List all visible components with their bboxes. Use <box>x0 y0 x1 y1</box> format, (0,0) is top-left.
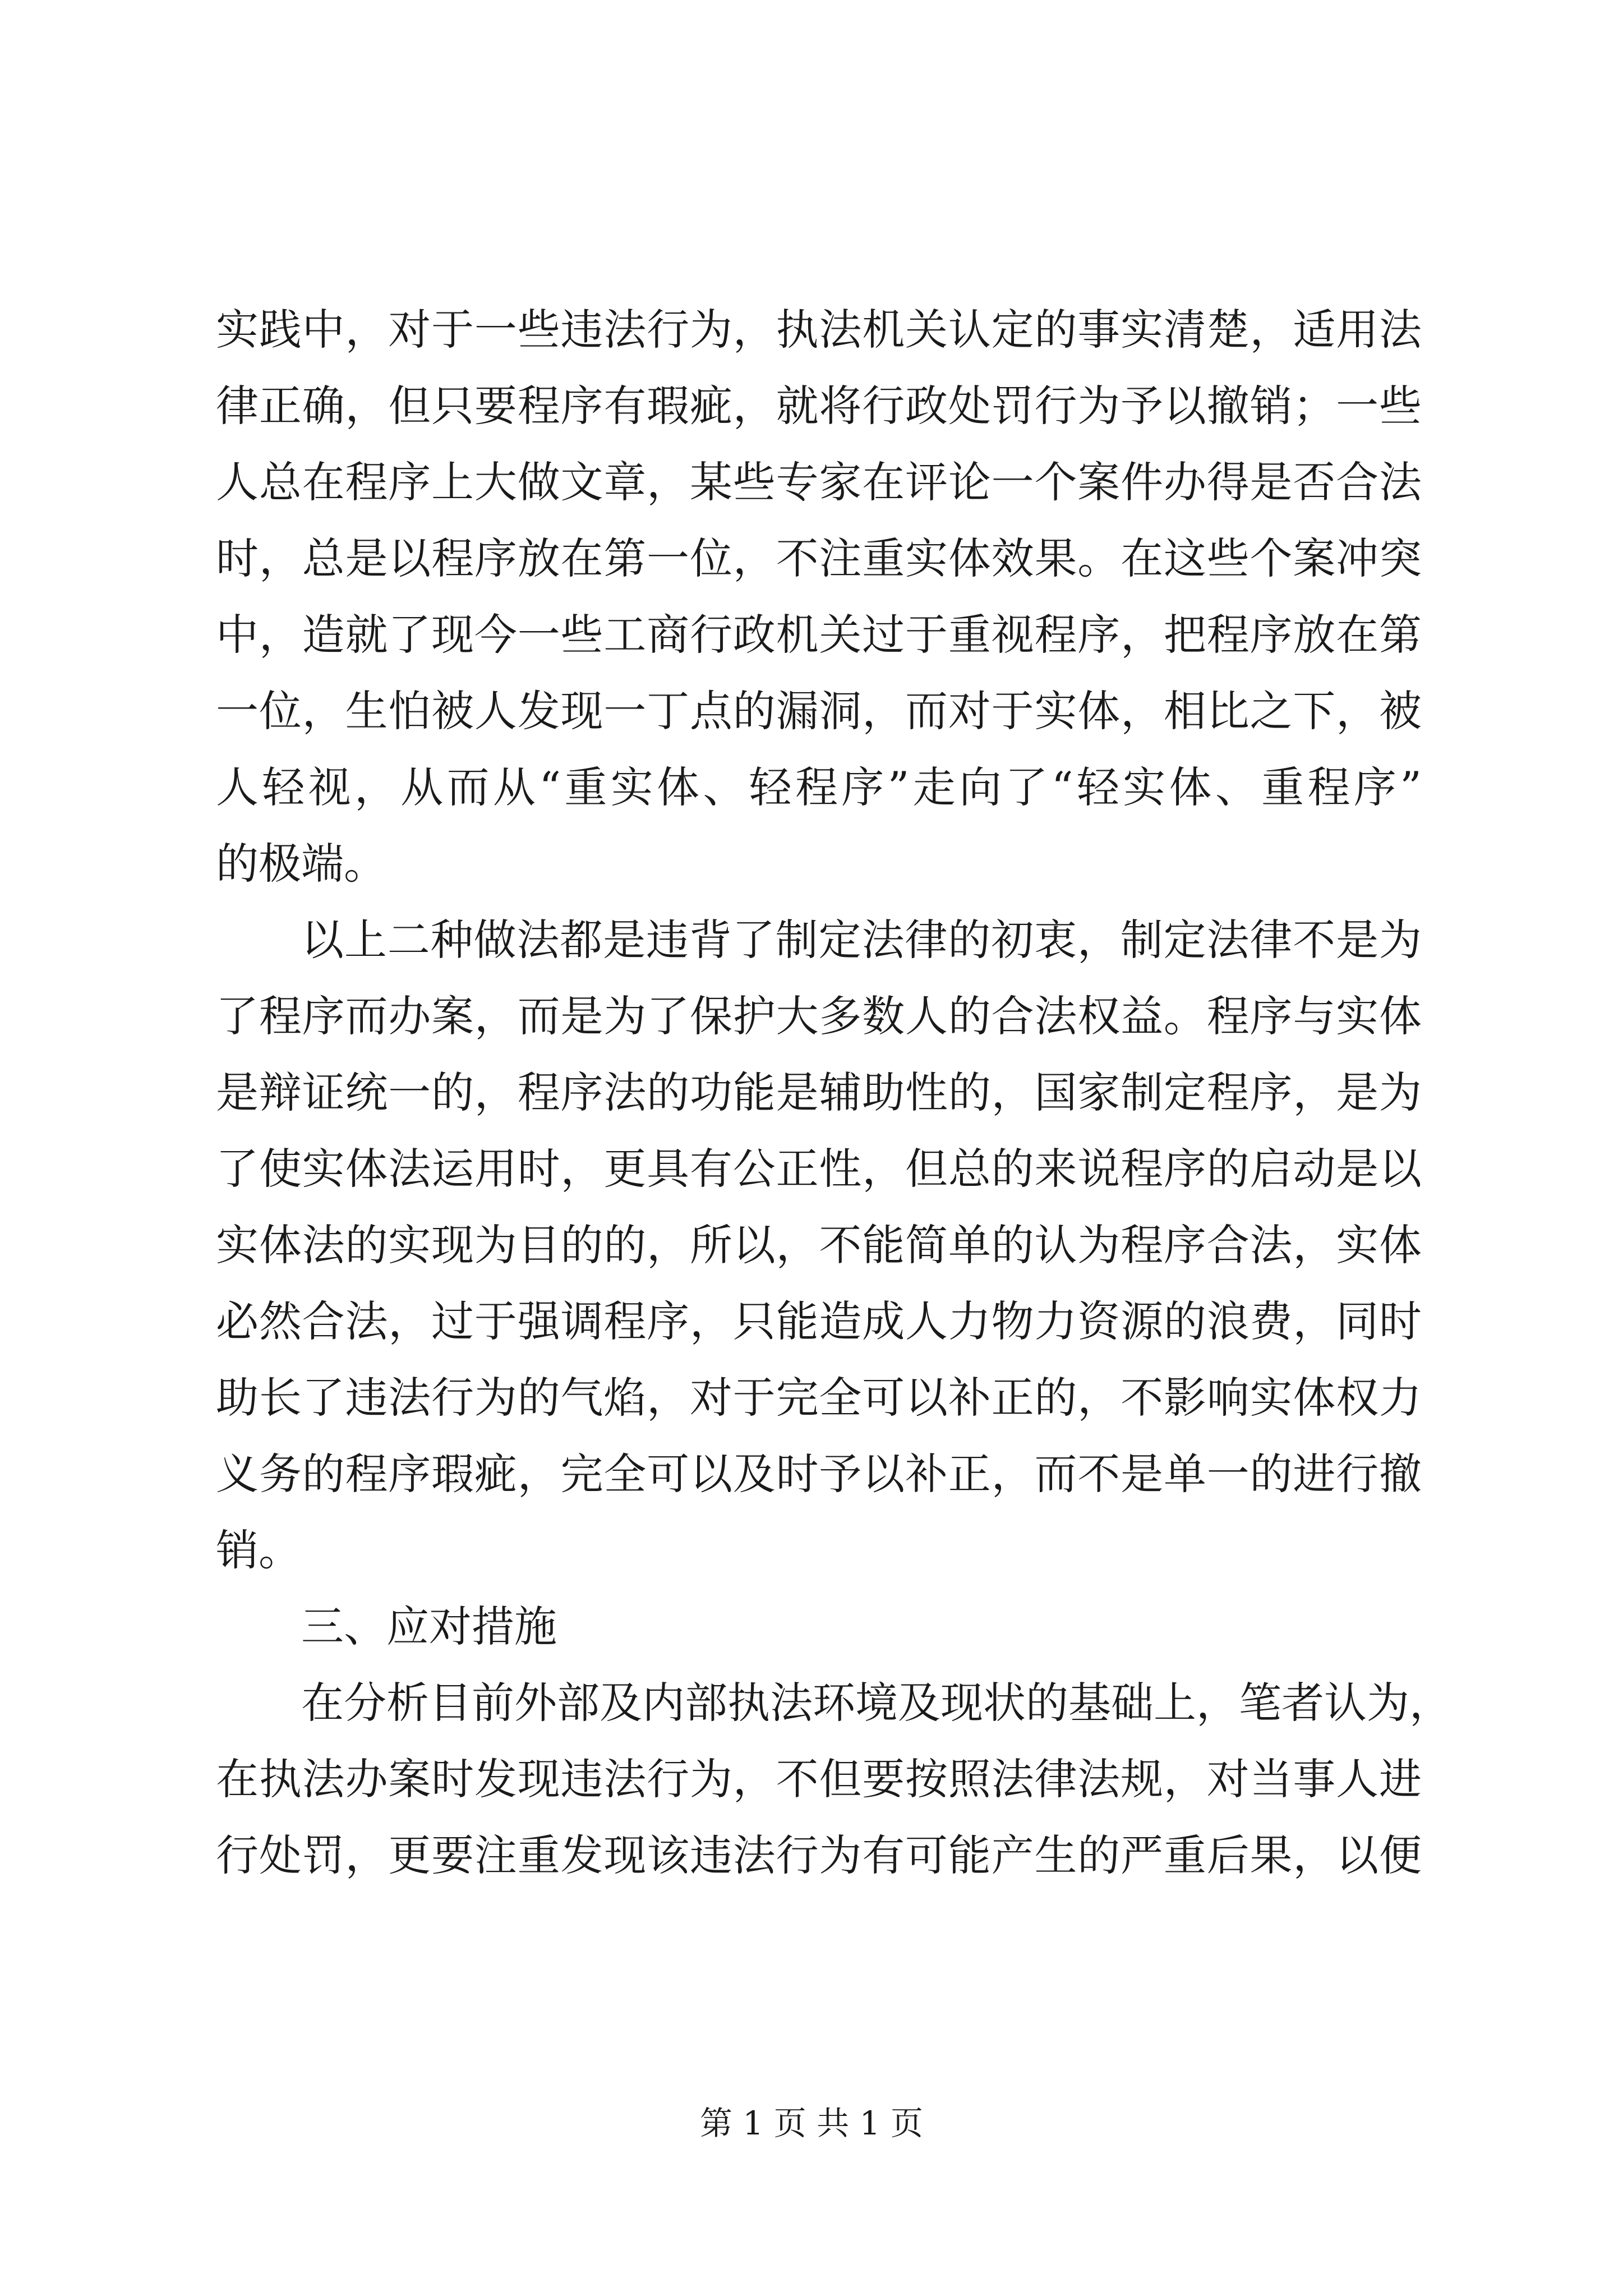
text-line: 三、应对措施 <box>301 1602 557 1651</box>
text-line: 义务的程序瑕疵，完全可以及时予以补正，而不是单一的进行撤 <box>216 1449 1422 1499</box>
text-line: 中，造就了现今一些工商行政机关过于重视程序，把程序放在第 <box>216 610 1422 660</box>
text-line: 以上二种做法都是违背了制定法律的初衷，制定法律不是为 <box>301 915 1422 965</box>
text-line: 必然合法，过于强调程序，只能造成人力物力资源的浪费，同时 <box>216 1296 1422 1346</box>
text-line: 一位，生怕被人发现一丁点的漏洞，而对于实体，相比之下，被 <box>216 686 1422 736</box>
text-line: 时，总是以程序放在第一位，不注重实体效果。在这些个案冲突 <box>216 533 1422 583</box>
text-line: 销。 <box>216 1525 301 1575</box>
text-line: 的极端。 <box>216 839 386 889</box>
text-line: 在执法办案时发现违法行为，不但要按照法律法规，对当事人进 <box>216 1754 1422 1804</box>
text-line: 律正确，但只要程序有瑕疵，就将行政处罚行为予以撤销；一些 <box>216 381 1422 431</box>
text-line: 行处罚，更要注重发现该违法行为有可能产生的严重后果，以便 <box>216 1830 1422 1880</box>
text-line: 在分析目前外部及内部执法环境及现状的基础上，笔者认为， <box>301 1678 1452 1728</box>
document-body <box>216 292 1452 1894</box>
text-line: 了程序而办案，而是为了保护大多数人的合法权益。程序与实体 <box>216 991 1422 1041</box>
text-line: 实体法的实现为目的的，所以，不能简单的认为程序合法，实体 <box>216 1220 1422 1270</box>
text-line: 人总在程序上大做文章，某些专家在评论一个案件办得是否合法 <box>216 457 1422 507</box>
page-footer: 第 1 页 共 1 页 <box>700 2104 923 2142</box>
text-line: 了使实体法运用时，更具有公正性，但总的来说程序的启动是以 <box>216 1144 1422 1194</box>
text-line: 人轻视，从而从“重实体、轻程序”走向了“轻实体、重程序” <box>216 762 1422 812</box>
text-line: 实践中，对于一些违法行为，执法机关认定的事实清楚，适用法 <box>216 305 1422 355</box>
text-line: 是辩证统一的，程序法的功能是辅助性的，国家制定程序，是为 <box>216 1068 1422 1117</box>
text-line: 助长了违法行为的气焰，对于完全可以补正的，不影响实体权力 <box>216 1373 1422 1423</box>
